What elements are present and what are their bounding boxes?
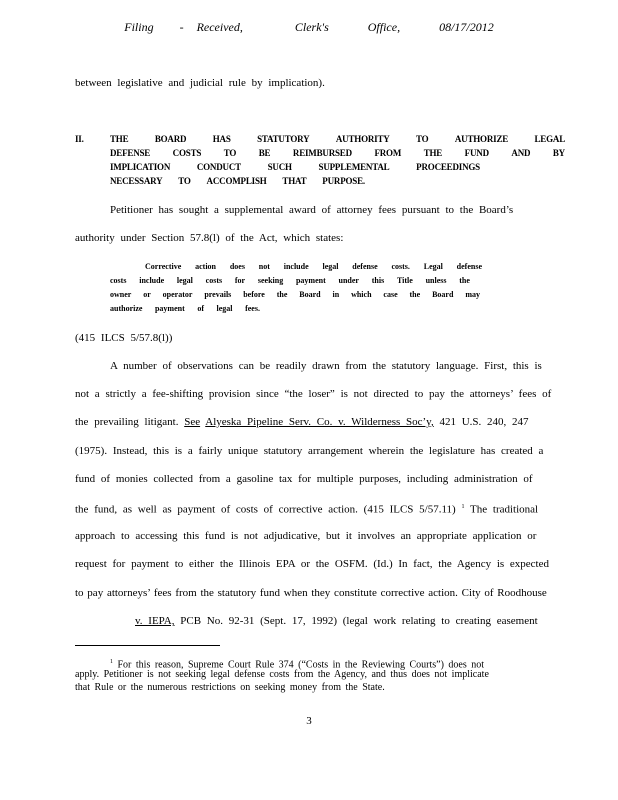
heading-word: BY: [552, 148, 565, 158]
heading-word: THAT: [282, 176, 307, 186]
quote-word: the: [459, 276, 470, 285]
text-span: The traditional: [470, 503, 539, 516]
heading-word: REIMBURSED: [292, 148, 352, 158]
heading-row: [110, 160, 480, 174]
text-span: PCB No. 92-31 (Sept. 17, 1992) (legal work relating to creating easement: [180, 615, 538, 627]
quote-row: [145, 260, 482, 274]
text-line: [75, 500, 570, 517]
text-line: request for payment to either the Illinois EPA or the OSFM. (Id.) In fact, the Agency is expected: [75, 558, 549, 570]
heading-word: LEGAL: [534, 134, 565, 144]
heading-word: TO: [178, 176, 191, 186]
heading-word: TO: [416, 134, 429, 144]
quote-word: the: [409, 290, 421, 299]
signal-see: See: [184, 416, 201, 428]
quote-word: legal: [176, 276, 193, 285]
quote-word: include: [283, 262, 309, 271]
text-line: [75, 614, 570, 628]
quote-row: [110, 274, 470, 288]
footnote-text: For this reason, Supreme Court Rule 374 (“Costs in the Reviewing Courts”) does not: [117, 659, 485, 671]
heading-word: CONDUCT: [196, 162, 241, 172]
quote-word: costs: [110, 276, 127, 285]
quote-word: in: [332, 290, 340, 299]
quote-row: [110, 302, 260, 316]
heading-word: THE: [423, 148, 443, 158]
quote-row: [110, 288, 480, 302]
heading-word: HAS: [212, 134, 231, 144]
quote-word: operator: [162, 290, 193, 299]
text-line: [75, 415, 570, 429]
quote-word: under: [338, 276, 359, 285]
quote-word: before: [243, 290, 265, 299]
text-line: authority under Section 57.8(l) of the Act, which states:: [75, 232, 344, 244]
quote-word: Title: [396, 276, 413, 285]
quote-word: the: [276, 290, 288, 299]
heading-word: AUTHORIZE: [454, 134, 509, 144]
heading-word: IMPLICATION: [110, 162, 171, 172]
heading-word: TO: [223, 148, 237, 158]
heading-number: II.: [75, 134, 84, 144]
text-line: (1975). Instead, this is a fairly unique statutory arrangement wherein the legislature has created a: [75, 445, 544, 457]
heading-word: PROCEEDINGS: [416, 162, 480, 172]
quote-word: may: [465, 290, 480, 299]
footnote-line: apply. Petitioner is not seeking legal defense costs from the Agency, and thus does not implicate: [75, 669, 489, 680]
quote-word: seeking: [257, 276, 284, 285]
heading-row: [110, 132, 565, 146]
quote-word: not: [258, 262, 270, 271]
quote-word: authorize: [110, 304, 143, 313]
heading-row: [110, 146, 565, 160]
quote-word: for: [234, 276, 246, 285]
filing-header: Filing - Received, Clerk's Office, 08/17/2012: [124, 20, 494, 34]
text-line: to pay attorneys’ fees from the statutory fund when they constitute corrective action. City of Roodhouse: [75, 587, 547, 599]
heading-word: STATUTORY: [257, 134, 310, 144]
quote-word: Board: [299, 290, 321, 299]
quote-word: legal: [216, 304, 233, 313]
quote-word: prevails: [204, 290, 232, 299]
quote-word: Board: [432, 290, 454, 299]
text-span: the prevailing litigant.: [75, 416, 179, 428]
heading-word: AND: [511, 148, 531, 158]
footnote-line: that Rule or the numerous restrictions on seeking money from the State.: [75, 682, 385, 693]
text-line: between legislative and judicial rule by implication).: [75, 77, 325, 89]
case-citation: Alyeska Pipeline Serv. Co. v. Wilderness Soc’y,: [205, 416, 434, 428]
quote-word: costs: [205, 276, 223, 285]
citation: (415 ILCS 5/57.8(l)): [75, 332, 173, 344]
text-span: the fund, as well as payment of costs of corrective action. (415 ILCS 5/57.11): [75, 503, 456, 516]
footnote-marker: 1: [110, 659, 113, 665]
quote-word: or: [143, 290, 151, 299]
quote-word: of: [197, 304, 204, 313]
quote-word: this: [371, 276, 385, 285]
text-line: A number of observations can be readily drawn from the statutory language. First, this is: [110, 360, 542, 372]
quote-word: defense: [456, 262, 482, 271]
heading-word: BE: [258, 148, 271, 158]
heading-word: AUTHORITY: [335, 134, 390, 144]
quote-word: which: [351, 290, 372, 299]
heading-word: DEFENSE: [110, 148, 151, 158]
quote-word: include: [139, 276, 165, 285]
heading-word: PURPOSE.: [322, 176, 365, 186]
heading-word: THE: [110, 134, 129, 144]
heading-word: FUND: [464, 148, 489, 158]
quote-word: payment: [295, 276, 326, 285]
footnote-reference: 1: [461, 504, 465, 510]
heading-word: COSTS: [172, 148, 202, 158]
heading-word: NECESSARY: [110, 176, 163, 186]
footnote-separator: [75, 645, 220, 646]
text-line: not a strictly a fee-shifting provision since “the loser” is not directed to pay the attorneys’ fees of: [75, 388, 552, 400]
text-line: approach to accessing this fund is not adjudicative, but it involves an appropriate application or: [75, 530, 537, 542]
quote-word: defense: [352, 262, 378, 271]
text-line: Petitioner has sought a supplemental award of attorney fees pursuant to the Board’s: [110, 204, 514, 216]
quote-word: payment: [154, 304, 185, 313]
quote-word: case: [383, 290, 398, 299]
heading-row: [110, 174, 365, 188]
quote-word: action: [195, 262, 216, 271]
heading-word: SUCH: [267, 162, 292, 172]
text-span: 421 U.S. 240, 247: [439, 416, 529, 428]
quote-word: owner: [110, 290, 132, 299]
quote-word: fees.: [245, 304, 260, 313]
quote-word: unless: [425, 276, 447, 285]
quote-word: Corrective: [145, 262, 182, 271]
quote-word: costs.: [391, 262, 410, 271]
heading-word: SUPPLEMENTAL: [318, 162, 390, 172]
heading-word: ACCOMPLISH: [206, 176, 267, 186]
quote-word: legal: [322, 262, 339, 271]
case-citation: v. IEPA,: [135, 615, 175, 627]
heading-word: BOARD: [154, 134, 187, 144]
page-number: 3: [306, 715, 312, 727]
quote-word: does: [229, 262, 245, 271]
text-line: fund of monies collected from a gasoline tax for multiple purposes, including administration of: [75, 473, 533, 485]
heading-word: FROM: [374, 148, 402, 158]
quote-word: Legal: [423, 262, 443, 271]
